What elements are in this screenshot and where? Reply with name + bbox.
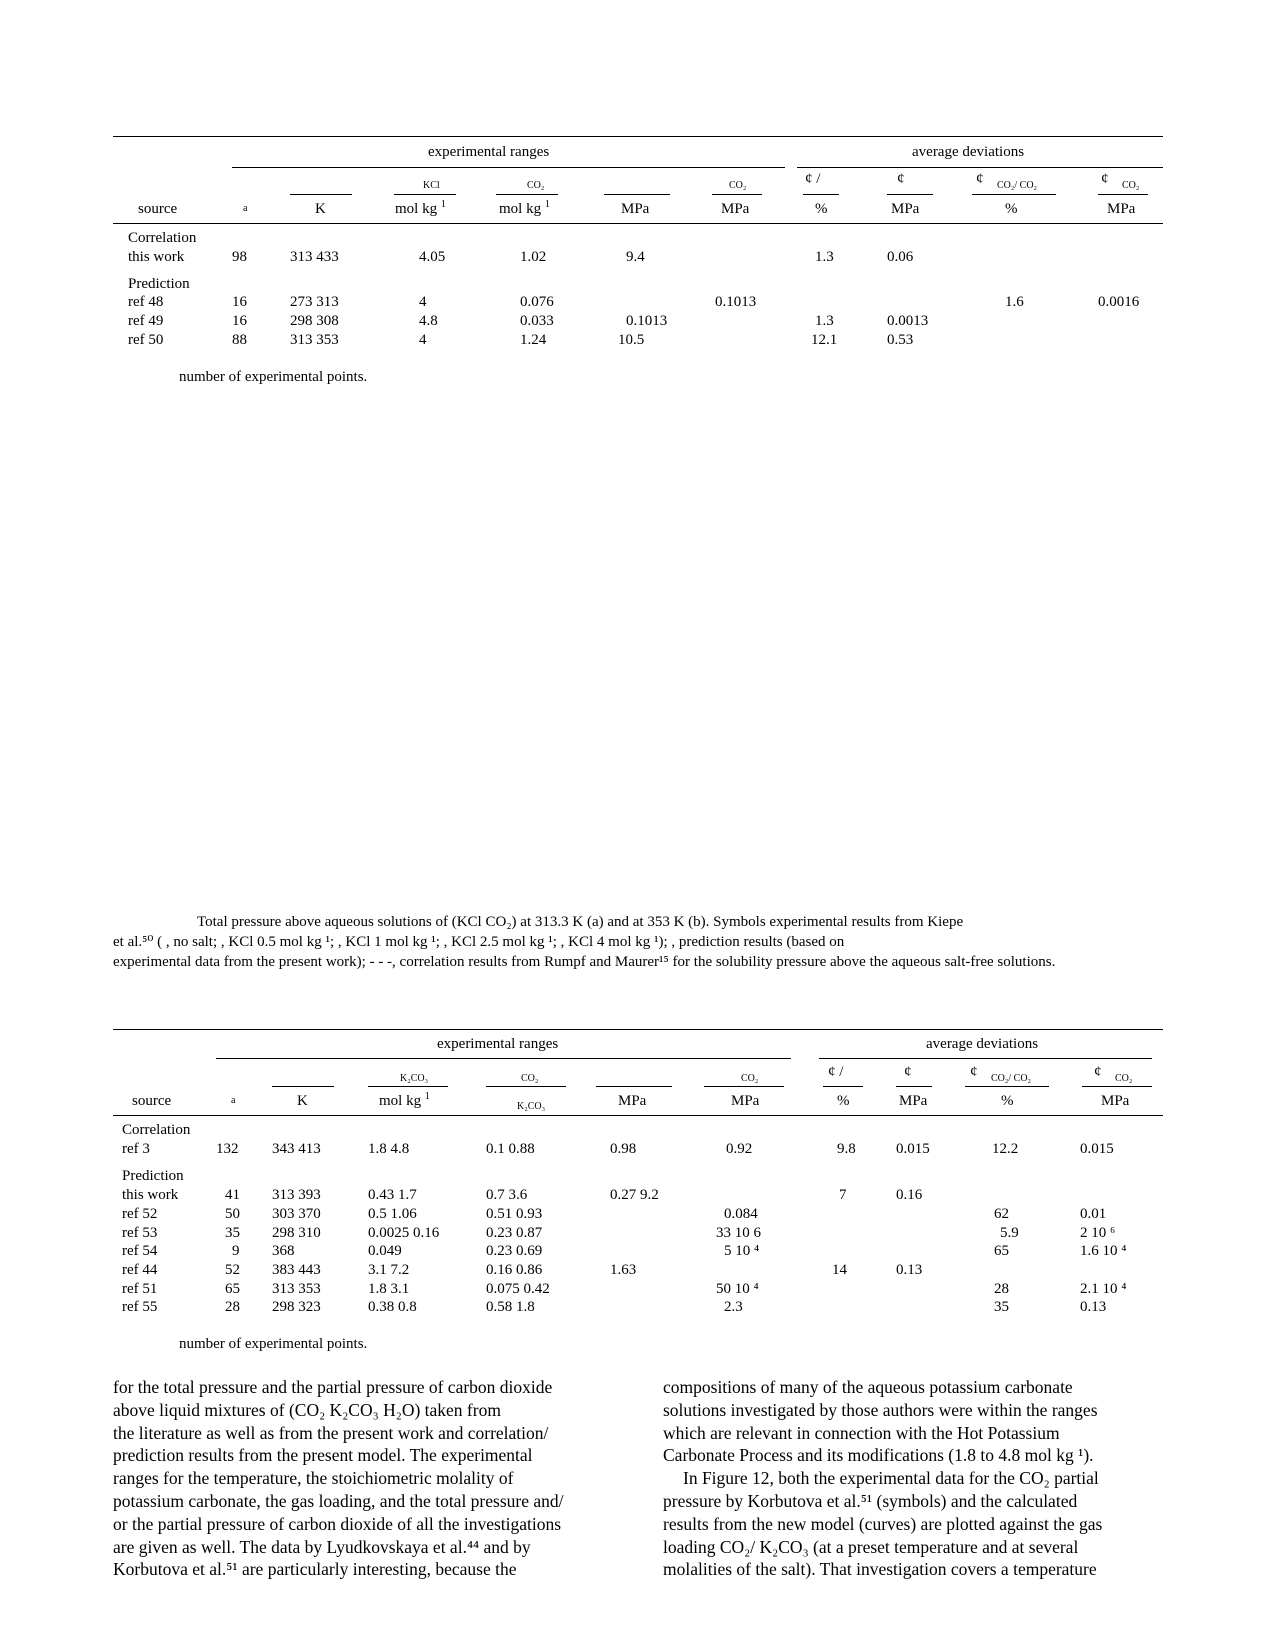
col-rule <box>486 1086 566 1087</box>
cell: 0.92 <box>726 1141 753 1157</box>
section-label-prediction: Prediction <box>122 1168 184 1184</box>
group-rule-deviations <box>797 167 1163 168</box>
cell: 28 <box>994 1281 1009 1297</box>
cell: 313 353 <box>272 1281 321 1297</box>
text-line: potassium carbonate, the gas loading, and the total pressure and/ <box>113 1490 564 1511</box>
cell: 2.3 <box>724 1299 743 1315</box>
dev3-sub: CO₂/ CO₂ <box>997 180 1038 191</box>
group-header-deviations: average deviations <box>912 144 1025 160</box>
cell: 1.3 <box>815 249 834 265</box>
cell: 1.3 <box>815 313 834 329</box>
col-rule <box>823 1086 863 1087</box>
cell: 0.98 <box>610 1141 637 1157</box>
cell: 303 370 <box>272 1206 321 1222</box>
dev1-symbol: ¢ / <box>828 1064 844 1080</box>
cell: 0.0016 <box>1098 294 1140 310</box>
cell: 0.0025 0.16 <box>368 1225 440 1241</box>
cell: ref 48 <box>128 294 164 310</box>
cell: 4 <box>419 332 427 348</box>
col-header-pct-2: % <box>1001 1093 1014 1109</box>
cell: 2.1 10 ⁴ <box>1080 1281 1127 1297</box>
col-header-mpa-4: MPa <box>1101 1093 1130 1109</box>
col-rule <box>1082 1086 1152 1087</box>
text-line: results from the new model (curves) are plotted against the gas <box>663 1513 1103 1534</box>
cell: 298 310 <box>272 1225 321 1241</box>
unit-sub-co2-p: CO₂ <box>741 1073 759 1084</box>
cell: 9.8 <box>837 1141 856 1157</box>
header-rule <box>113 1115 1163 1116</box>
cell: 0.7 3.6 <box>486 1187 528 1203</box>
col-header-mpa-2: MPa <box>721 201 750 217</box>
col-rule <box>394 194 456 195</box>
cell: 0.23 0.69 <box>486 1243 543 1259</box>
dev2-symbol: ¢ <box>897 171 905 187</box>
text-line: compositions of many of the aqueous potassium carbonate <box>663 1377 1073 1397</box>
col-rule <box>368 1086 448 1087</box>
cell: 0.38 0.8 <box>368 1299 417 1315</box>
cell: 16 <box>232 294 247 310</box>
cell: 343 413 <box>272 1141 321 1157</box>
text-line: which are relevant in connection with the Hot Potassium <box>663 1422 1060 1443</box>
col-rule <box>965 1086 1049 1087</box>
cell: ref 52 <box>122 1206 158 1222</box>
col-header-mpa-4: MPa <box>1107 201 1136 217</box>
cell: 0.43 1.7 <box>368 1187 417 1203</box>
col-header-source: source <box>132 1093 172 1109</box>
group-header-deviations: average deviations <box>926 1036 1039 1052</box>
col-rule <box>803 194 839 195</box>
cell: 35 <box>225 1225 240 1241</box>
cell: 273 313 <box>290 294 339 310</box>
section-label-correlation: Correlation <box>128 230 197 246</box>
unit-sub-k2co3: K₂CO₃ <box>400 1073 429 1084</box>
group-rule-deviations <box>819 1058 1152 1059</box>
cell: 1.6 10 ⁴ <box>1080 1243 1127 1259</box>
cell: 62 <box>994 1206 1009 1222</box>
cell: 2 10 ⁶ <box>1080 1225 1116 1241</box>
col-header-pct-2: % <box>1005 201 1018 217</box>
cell: 50 <box>225 1206 240 1222</box>
cell: 0.1013 <box>715 294 757 310</box>
text-line: or the partial pressure of carbon dioxide of all the investigations <box>113 1513 562 1534</box>
col-header-mpa-3: MPa <box>891 201 920 217</box>
col-header-mpa-1: MPa <box>621 201 650 217</box>
text-line: are given as well. The data by Lyudkovskaya et al.⁴⁴ and by <box>113 1536 531 1557</box>
cell: 5 10 ⁴ <box>724 1243 760 1259</box>
dev4-sub: CO₂ <box>1122 180 1140 191</box>
cell: 1.8 3.1 <box>368 1281 410 1297</box>
cell: 1.8 4.8 <box>368 1141 410 1157</box>
cell: 1.63 <box>610 1262 637 1278</box>
cell: 65 <box>225 1281 240 1297</box>
col-rule <box>604 194 670 195</box>
cell: 10.5 <box>618 332 645 348</box>
col-header-mpa-2: MPa <box>731 1093 760 1109</box>
text-line: molalities of the salt). That investigation covers a temperature <box>663 1559 1097 1580</box>
unit-sub-co2: CO₂ <box>521 1073 539 1084</box>
body-column-right <box>663 1376 1162 1581</box>
col-header-k: K <box>297 1093 308 1109</box>
cell: 65 <box>994 1243 1009 1259</box>
cell: 1.24 <box>520 332 547 348</box>
cell: 0.084 <box>724 1206 758 1222</box>
cell: 4.05 <box>419 249 446 265</box>
text-line: solutions investigated by those authors were within the ranges <box>663 1399 1098 1420</box>
body-column-left <box>113 1376 612 1581</box>
cell: ref 54 <box>122 1243 158 1259</box>
unit-sub-kcl: KCl <box>423 180 440 191</box>
caption-line-2: et al.⁵⁰ ( , no salt; , KCl 0.5 mol kg ¹; , KCl 1 mol kg ¹; , KCl 2.5 mol kg ¹; , KCl 4 mol kg ¹); , prediction results (based on <box>113 934 845 950</box>
cell: ref 53 <box>122 1225 158 1241</box>
section-label-prediction: Prediction <box>128 276 190 292</box>
text-line: In Figure 12, both the experimental data for the CO₂ partial <box>683 1468 1099 1489</box>
col-rule <box>596 1086 672 1087</box>
cell: 0.049 <box>368 1243 402 1259</box>
text-line: ranges for the temperature, the stoichiometric molality of <box>113 1468 514 1489</box>
col-header-molkg-1: mol kg $^1$ <box>395 199 446 217</box>
cell: 0.13 <box>1080 1299 1107 1315</box>
text-line: prediction results from the present model. The experimental <box>113 1445 533 1466</box>
cell: 0.015 <box>896 1141 930 1157</box>
col-header-pct-1: % <box>837 1093 850 1109</box>
cell: 0.075 0.42 <box>486 1281 550 1297</box>
group-rule-ranges <box>232 167 785 168</box>
text-line: Carbonate Process and its modifications (1.8 to 4.8 mol kg ¹). <box>663 1445 1094 1466</box>
cell: 0.015 <box>1080 1141 1114 1157</box>
cell: ref 55 <box>122 1299 158 1315</box>
cell: 50 10 ⁴ <box>716 1281 759 1297</box>
cell: 52 <box>225 1262 240 1278</box>
cell: 12.1 <box>811 332 838 348</box>
cell: 98 <box>232 249 247 265</box>
col-header-k: K <box>315 201 326 217</box>
cell: 16 <box>232 313 247 329</box>
cell: 14 <box>832 1262 847 1278</box>
col-rule <box>272 1086 334 1087</box>
text-line: for the total pressure and the partial pressure of carbon dioxide <box>113 1377 553 1397</box>
cell: 41 <box>225 1187 240 1203</box>
cell: 5.9 <box>1000 1225 1019 1241</box>
cell: 0.23 0.87 <box>486 1225 543 1241</box>
unit-sub-co2: CO₂ <box>527 180 545 191</box>
text-line: pressure by Korbutova et al.⁵¹ (symbols) and the calculated <box>663 1490 1078 1511</box>
cell: 0.58 1.8 <box>486 1299 535 1315</box>
cell: 313 393 <box>272 1187 321 1203</box>
col-rule <box>887 194 933 195</box>
cell: 3.1 7.2 <box>368 1262 410 1278</box>
dev3-sub: CO₂/ CO₂ <box>991 1073 1032 1084</box>
header-rule <box>113 223 1163 224</box>
col-rule <box>1098 194 1148 195</box>
cell: ref 44 <box>122 1262 158 1278</box>
cell: 0.033 <box>520 313 554 329</box>
col-header-molkg: mol kg $^1$ <box>379 1091 430 1109</box>
table-top-rule <box>113 136 1163 137</box>
col-header-molkg-2: mol kg $^1$ <box>499 199 550 217</box>
col-header-a: a <box>231 1095 236 1106</box>
col-header-mpa-3: MPa <box>899 1093 928 1109</box>
cell: 132 <box>216 1141 239 1157</box>
text-line: the literature as well as from the present work and correlation/ <box>113 1422 549 1443</box>
cell: 0.16 <box>896 1187 923 1203</box>
cell: 298 323 <box>272 1299 321 1315</box>
col-header-pct-1: % <box>815 201 828 217</box>
cell: 0.13 <box>896 1262 923 1278</box>
dev4-sub: CO₂ <box>1115 1073 1133 1084</box>
cell: 313 353 <box>290 332 339 348</box>
dev1-symbol: ¢ / <box>805 171 821 187</box>
caption-line-1: Total pressure above aqueous solutions of (KCl CO₂) at 313.3 K (a) and at 353 K (b). Symbols experimental results from Kiepe <box>197 914 964 930</box>
cell: 7 <box>839 1187 847 1203</box>
cell: 1.6 <box>1005 294 1024 310</box>
cell: 0.1013 <box>626 313 668 329</box>
dev4-symbol: ¢ <box>1101 171 1109 187</box>
col-rule <box>290 194 352 195</box>
cell: 33 10 6 <box>716 1225 761 1241</box>
cell: 12.2 <box>992 1141 1019 1157</box>
cell: 0.06 <box>887 249 914 265</box>
cell: this work <box>122 1187 179 1203</box>
dev4-symbol: ¢ <box>1094 1064 1102 1080</box>
dev3-symbol: ¢ <box>970 1064 978 1080</box>
cell: 35 <box>994 1299 1009 1315</box>
col-header-k2co3: K₂CO₃ <box>517 1101 546 1112</box>
cell: 9 <box>232 1243 240 1259</box>
dev3-symbol: ¢ <box>976 171 984 187</box>
group-rule-ranges <box>216 1058 791 1059</box>
cell: 1.02 <box>520 249 547 265</box>
cell: 88 <box>232 332 247 348</box>
cell: 0.53 <box>887 332 914 348</box>
text-line: Korbutova et al.⁵¹ are particularly interesting, because the <box>113 1559 517 1580</box>
group-header-ranges: experimental ranges <box>428 144 550 160</box>
table-footnote: number of experimental points. <box>179 1336 368 1352</box>
text-line: loading CO₂/ K₂CO₃ (at a preset temperature and at several <box>663 1536 1079 1557</box>
cell: 4 <box>419 294 427 310</box>
cell: 9.4 <box>626 249 645 265</box>
unit-sub-co2-p: CO₂ <box>729 180 747 191</box>
cell: 298 308 <box>290 313 339 329</box>
cell: 0.5 1.06 <box>368 1206 417 1222</box>
cell: ref 51 <box>122 1281 158 1297</box>
table-footnote: number of experimental points. <box>179 369 368 385</box>
col-header-source: source <box>138 201 178 217</box>
col-rule <box>712 194 762 195</box>
text-line: above liquid mixtures of (CO₂ K₂CO₃ H₂O) taken from <box>113 1399 501 1420</box>
cell: ref 49 <box>128 313 164 329</box>
cell: 368 <box>272 1243 295 1259</box>
cell: ref 3 <box>122 1141 150 1157</box>
cell: 383 443 <box>272 1262 321 1278</box>
cell: 0.16 0.86 <box>486 1262 543 1278</box>
dev2-symbol: ¢ <box>904 1064 912 1080</box>
cell: 0.51 0.93 <box>486 1206 543 1222</box>
col-rule <box>496 194 558 195</box>
cell: 0.27 9.2 <box>610 1187 659 1203</box>
col-rule <box>896 1086 932 1087</box>
cell: 4.8 <box>419 313 438 329</box>
caption-line-3: experimental data from the present work); - - -, correlation results from Rumpf and Maurer¹⁵ for the solubility pressure above the aqueous salt-free solutions. <box>113 954 1056 970</box>
col-rule <box>972 194 1056 195</box>
col-header-mpa-1: MPa <box>618 1093 647 1109</box>
cell: 0.01 <box>1080 1206 1107 1222</box>
cell: 28 <box>225 1299 240 1315</box>
col-header-a: a <box>243 203 248 214</box>
section-label-correlation: Correlation <box>122 1122 191 1138</box>
cell: 0.076 <box>520 294 554 310</box>
cell: 0.1 0.88 <box>486 1141 535 1157</box>
cell: 0.0013 <box>887 313 929 329</box>
cell: this work <box>128 249 185 265</box>
group-header-ranges: experimental ranges <box>437 1036 559 1052</box>
table-top-rule <box>113 1029 1163 1030</box>
cell: ref 50 <box>128 332 164 348</box>
cell: 313 433 <box>290 249 339 265</box>
col-rule <box>704 1086 784 1087</box>
